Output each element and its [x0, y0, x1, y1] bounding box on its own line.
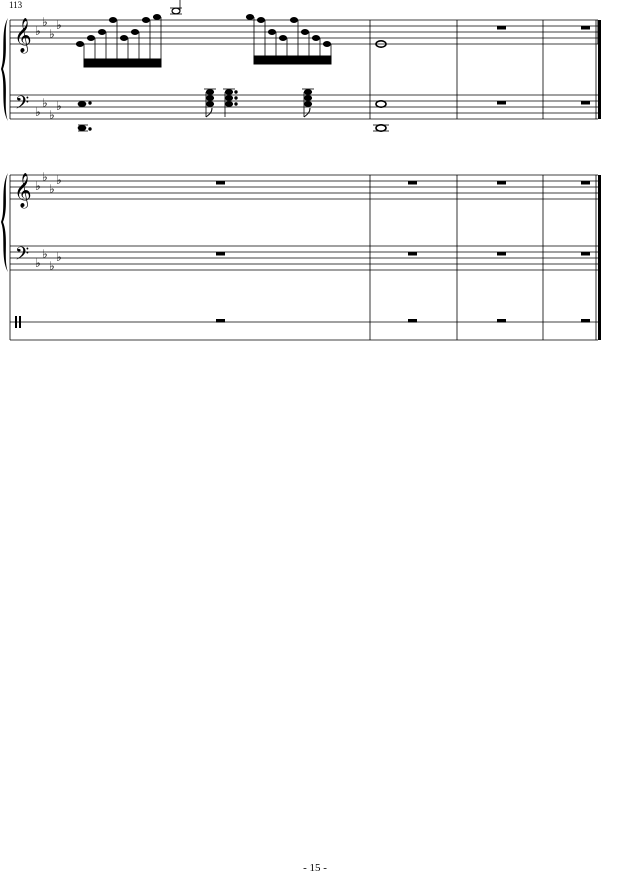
- whole-rest: [497, 101, 506, 105]
- svg-text:♭: ♭: [49, 259, 55, 273]
- treble-clef-icon: 𝄞: [14, 18, 32, 53]
- svg-text:♭: ♭: [35, 105, 41, 119]
- treble-clef-icon: 𝄞: [14, 173, 32, 208]
- svg-text:♭: ♭: [35, 179, 41, 193]
- whole-note: [376, 101, 386, 107]
- half-note: [170, 0, 182, 14]
- svg-text:♭: ♭: [42, 247, 48, 261]
- key-signature-flats: [35, 247, 62, 273]
- svg-text:♭: ♭: [56, 18, 62, 32]
- whole-rest: [581, 101, 590, 105]
- staff-3-lines: [10, 175, 598, 199]
- whole-rest: [581, 26, 590, 30]
- brace-system-1: [1, 18, 8, 121]
- svg-text:♭: ♭: [42, 170, 48, 184]
- key-signature-flats: [35, 15, 62, 41]
- descending-note-run: [246, 15, 331, 65]
- measure-number: 113: [9, 0, 23, 10]
- svg-text:♭: ♭: [42, 96, 48, 110]
- svg-text:♭: ♭: [56, 250, 62, 264]
- svg-text:♭: ♭: [35, 24, 41, 38]
- ascending-note-run: [76, 15, 161, 68]
- whole-rest: [497, 26, 506, 30]
- svg-text:♭: ♭: [49, 182, 55, 196]
- staff-4-lines: [10, 246, 598, 270]
- whole-note: [376, 125, 386, 131]
- final-barline-thick: [598, 175, 601, 340]
- svg-text:♭: ♭: [35, 256, 41, 270]
- bass-clef-icon: 𝄢: [15, 93, 30, 118]
- bass-clef-icon: 𝄢: [15, 244, 30, 269]
- page-number: - 15 -: [303, 862, 327, 874]
- key-signature-flats: [35, 170, 62, 196]
- svg-text:♭: ♭: [42, 15, 48, 29]
- key-signature-flats: [35, 96, 62, 122]
- svg-text:♭: ♭: [49, 108, 55, 122]
- svg-text:♭: ♭: [56, 173, 62, 187]
- svg-text:♭: ♭: [49, 27, 55, 41]
- brace-system-2: [1, 173, 8, 272]
- svg-text:♭: ♭: [56, 99, 62, 113]
